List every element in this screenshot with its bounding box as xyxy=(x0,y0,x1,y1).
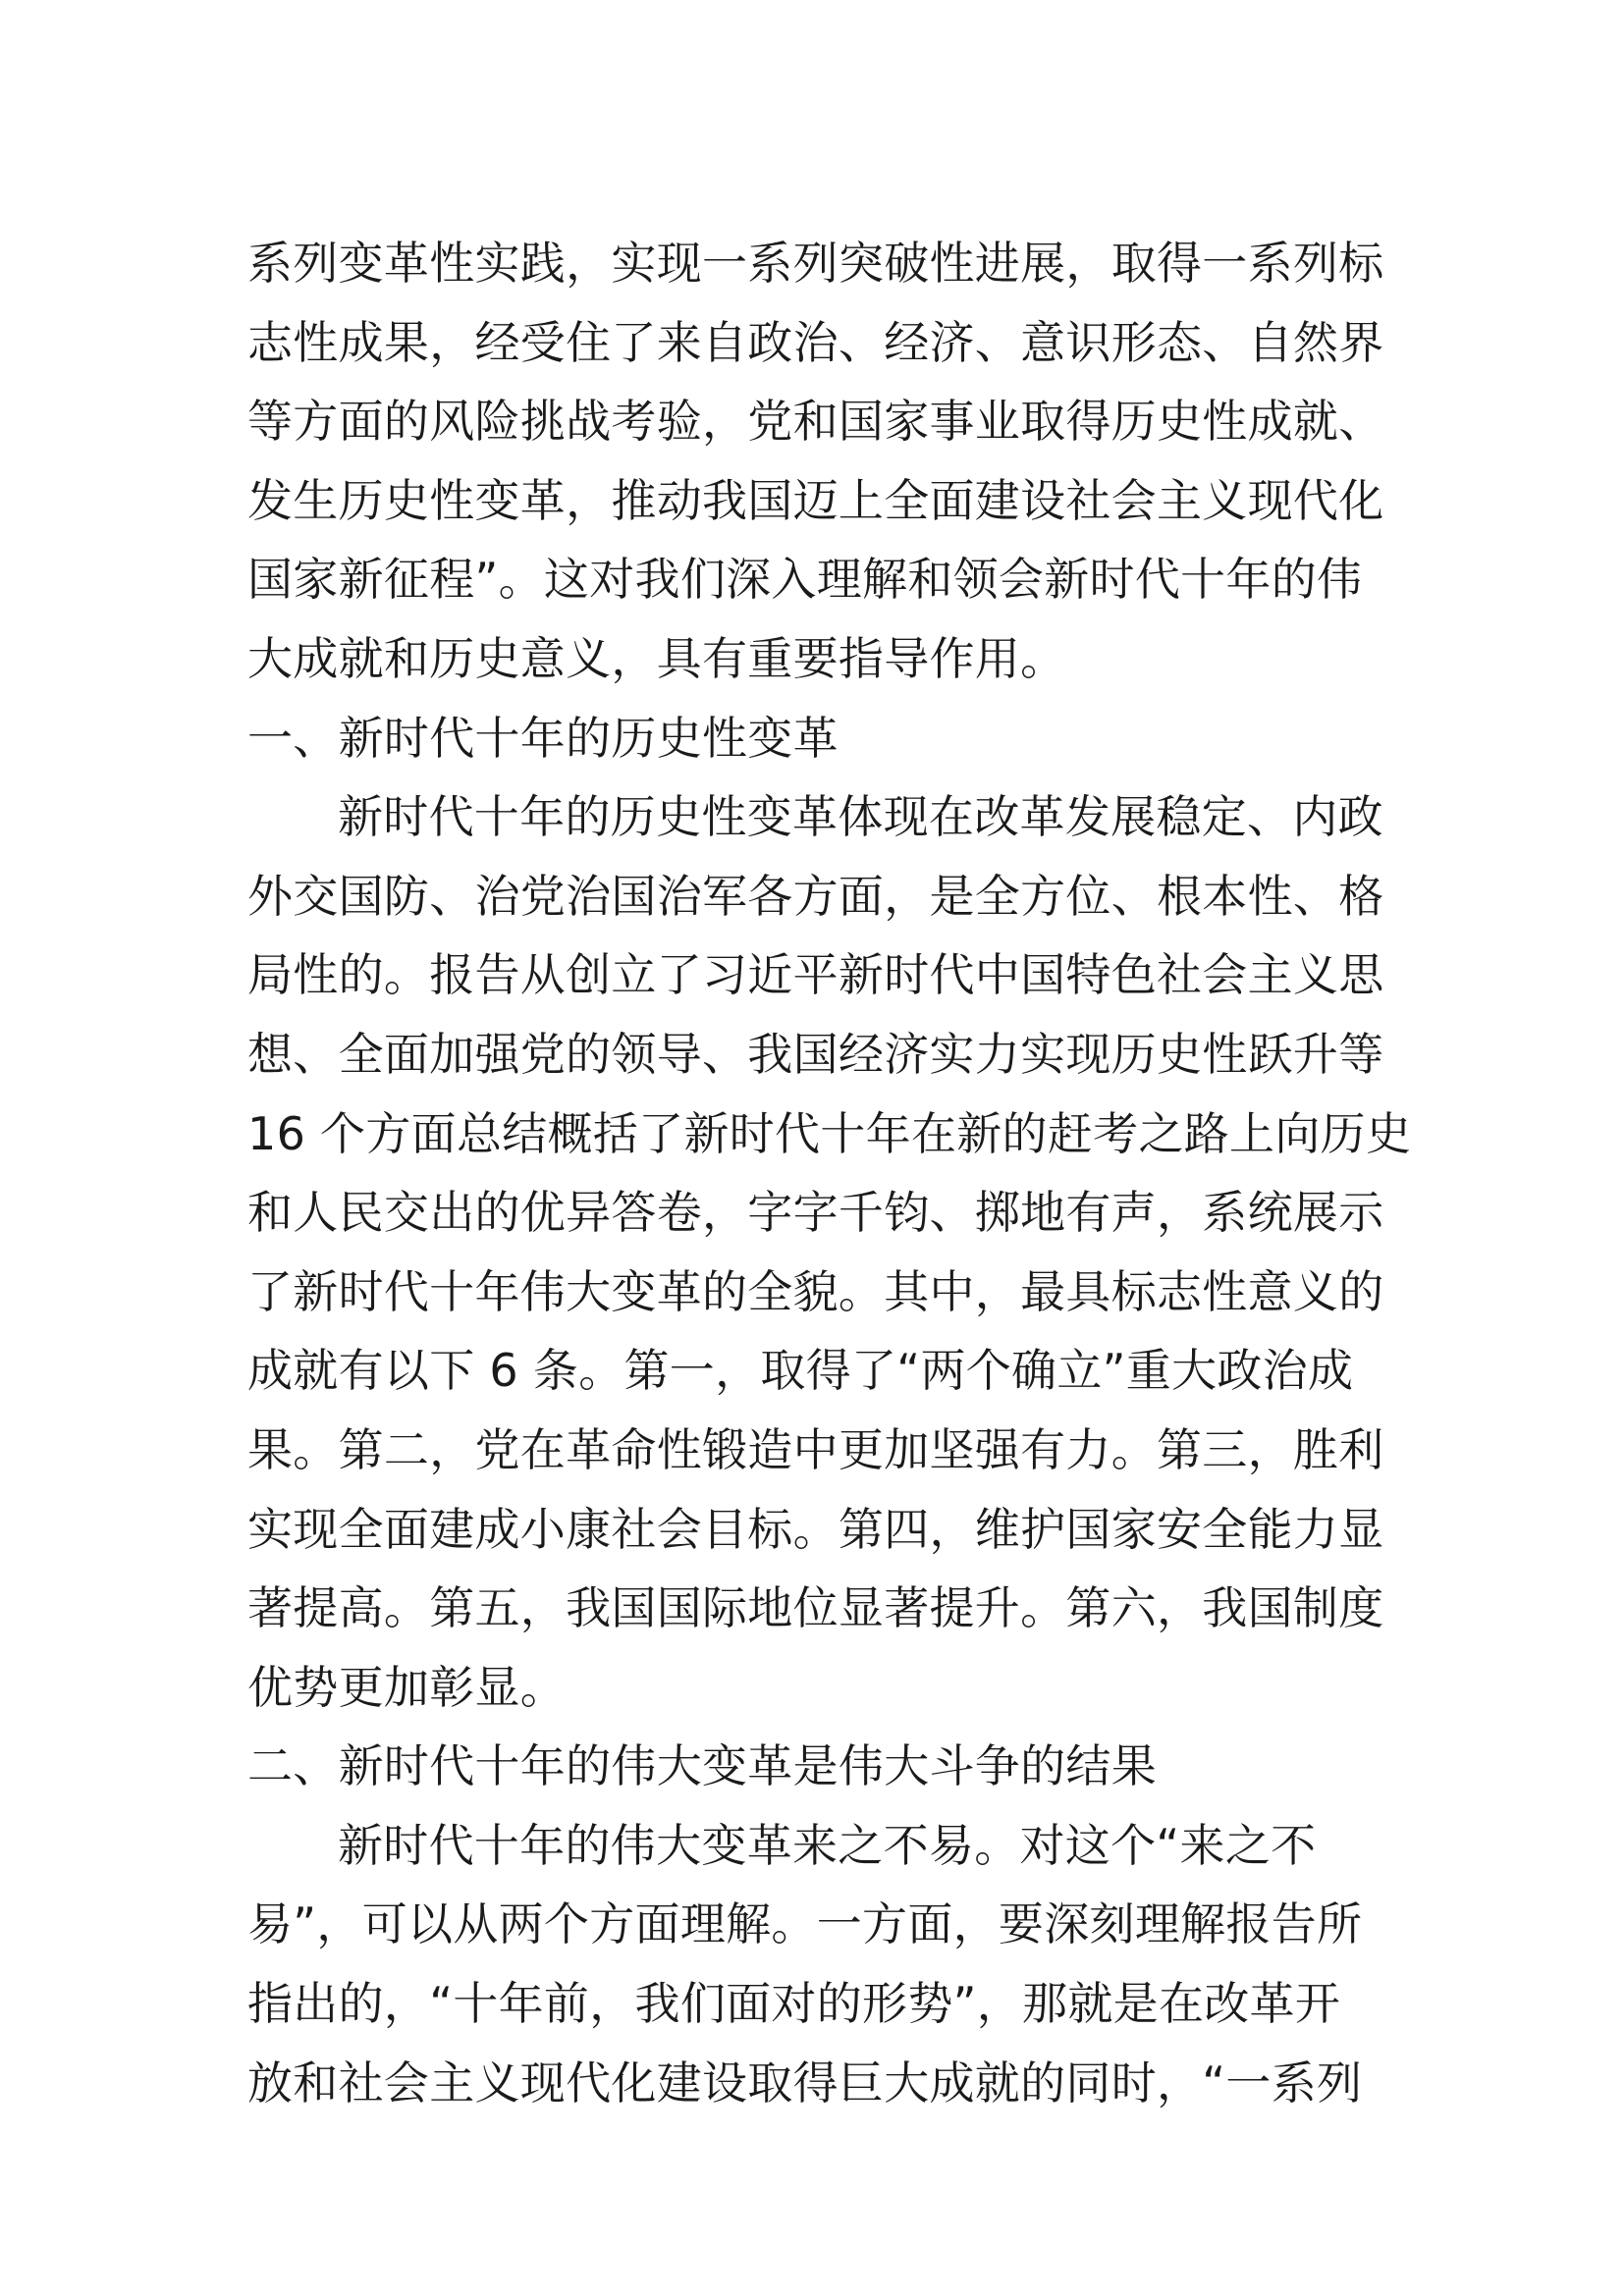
body-line-8: 新时代十年的历史性变革体现在改革发展稳定、内政 xyxy=(338,790,1383,844)
body-line-14: 了新时代十年伟大变革的全貌。其中，最具标志性意义的 xyxy=(247,1264,1384,1318)
body-line-12: 16 个方面总结概括了新时代十年在新的赶考之路上向历史 xyxy=(247,1106,1412,1160)
document-body xyxy=(247,224,1412,2122)
body-line-5: 国家新征程”。这对我们深入理解和领会新时代十年的伟 xyxy=(247,553,1363,607)
body-line-22: 易”，可以从两个方面理解。一方面，要深刻理解报告所 xyxy=(247,1897,1363,1951)
body-line-4: 发生历史性变革，推动我国迈上全面建设社会主义现代化 xyxy=(247,473,1384,527)
body-line-18: 著提高。第五，我国国际地位显著提升。第六，我国制度 xyxy=(247,1581,1384,1635)
body-line-2: 志性成果，经受住了来自政治、经济、意识形态、自然界 xyxy=(247,315,1384,369)
body-line-15: 成就有以下 6 条。第一，取得了“两个确立”重大政治成 xyxy=(247,1344,1354,1398)
section-heading-2: 二、新时代十年的伟大变革是伟大斗争的结果 xyxy=(247,1739,1157,1793)
section-heading-1: 一、新时代十年的历史性变革 xyxy=(247,711,839,765)
body-line-21: 新时代十年的伟大变革来之不易。对这个“来之不 xyxy=(338,1818,1317,1872)
body-line-24: 放和社会主义现代化建设取得巨大成就的同时，“一系列 xyxy=(247,2056,1363,2109)
body-line-10: 局性的。报告从创立了习近平新时代中国特色社会主义思 xyxy=(247,948,1384,1002)
body-line-23: 指出的，“十年前，我们面对的形势”，那就是在改革开 xyxy=(247,1977,1341,2031)
body-line-6: 大成就和历史意义，具有重要指导作用。 xyxy=(247,631,1066,685)
body-line-19: 优势更加彰显。 xyxy=(247,1660,567,1714)
body-line-9: 外交国防、治党治国治军各方面，是全方位、根本性、格 xyxy=(247,869,1384,923)
body-line-1: 系列变革性实践，实现一系列突破性进展，取得一系列标 xyxy=(247,237,1384,290)
body-line-16: 果。第二，党在革命性锻造中更加坚强有力。第三，胜利 xyxy=(247,1422,1384,1476)
body-line-17: 实现全面建成小康社会目标。第四，维护国家安全能力显 xyxy=(247,1502,1384,1556)
body-line-13: 和人民交出的优异答卷，字字千钧、掷地有声，系统展示 xyxy=(247,1186,1384,1240)
body-line-11: 想、全面加强党的领导、我国经济实力实现历史性跃升等 xyxy=(247,1027,1384,1081)
body-line-3: 等方面的风险挑战考验，党和国家事业取得历史性成就、 xyxy=(247,395,1384,449)
